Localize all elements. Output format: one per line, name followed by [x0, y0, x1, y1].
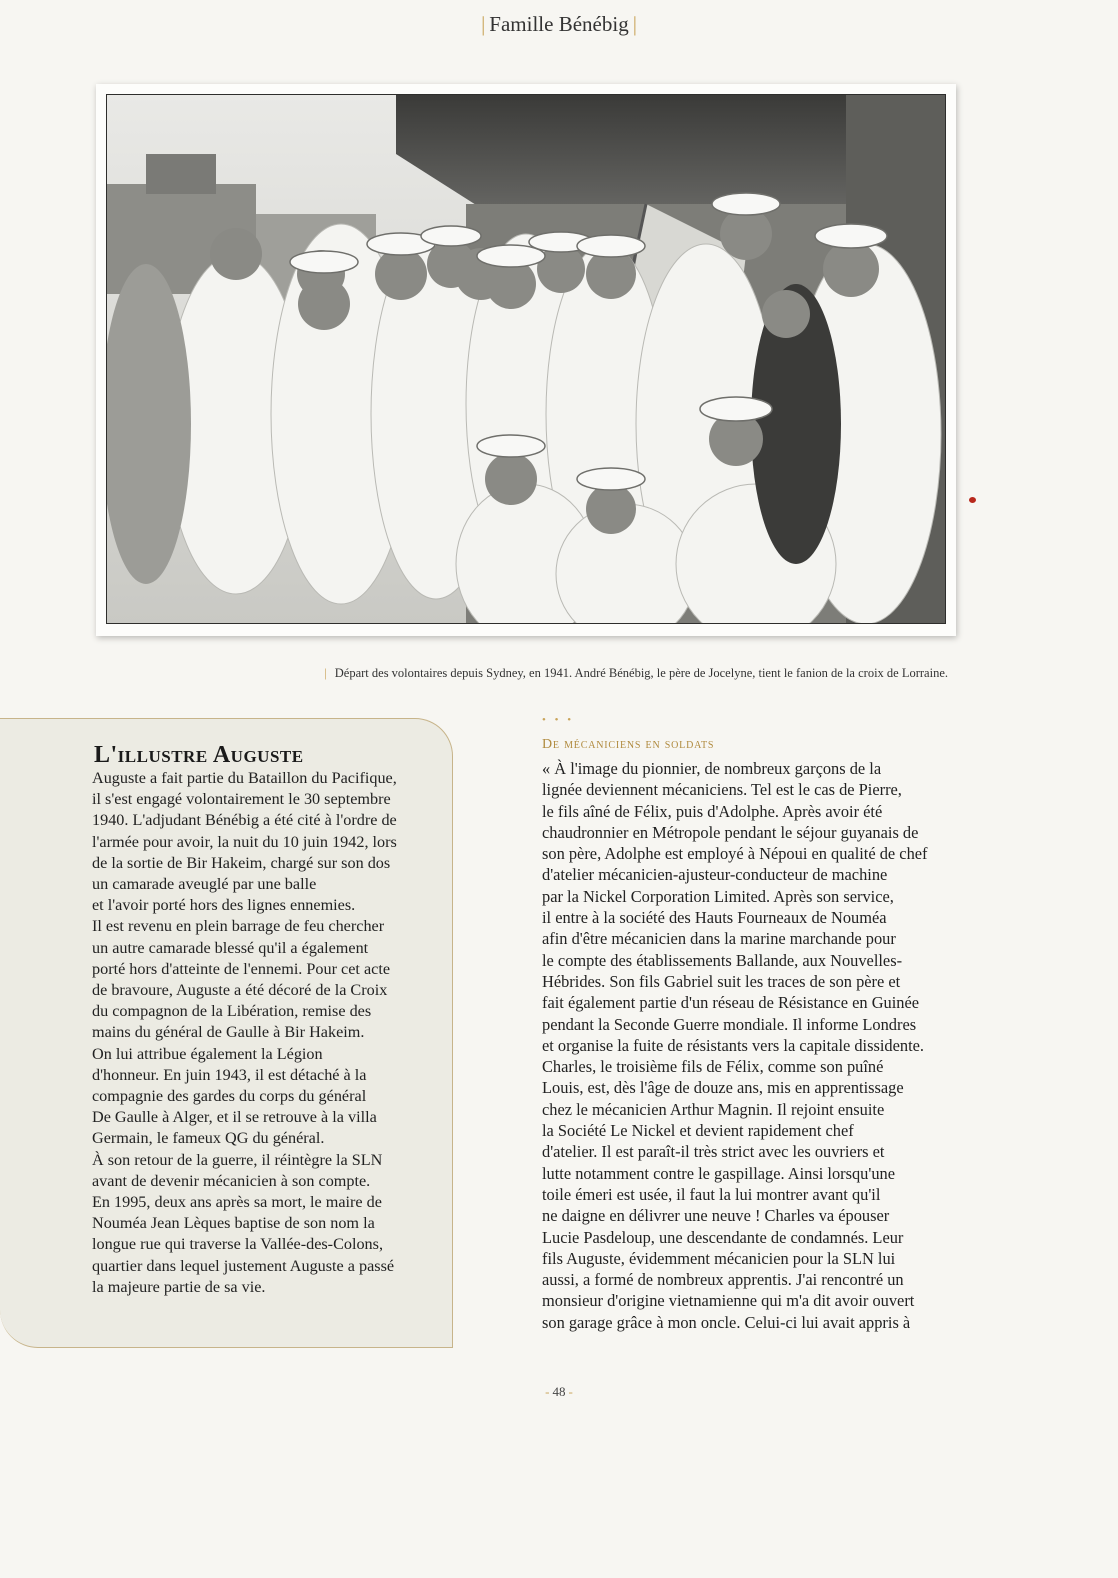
section-title: De mécaniciens en soldats: [542, 737, 715, 752]
header-rule-right: |: [632, 12, 637, 36]
caption-text: Départ des volontaires depuis Sydney, en 1941. André Bénébig, le père de Jocelyne, tient le fanion de la croix de Lorraine.: [334, 666, 948, 680]
section-ornament: • • •: [542, 714, 575, 726]
page-rule-left: -: [545, 1384, 550, 1399]
photo-caption: [0, 666, 948, 681]
photo-frame: [96, 84, 956, 636]
page-number: [0, 1384, 1118, 1400]
sidebar-body: Auguste a fait partie du Bataillon du Pacifique, il s'est engagé volontairement le 30 septembre 1940. L'adjudant Bénébig a été cité à l'ordre de l'armée pour avoir, la nuit du 10 juin 1942, lors de la sortie de Bir Hakeim, chargé sur son dos un camarade aveuglé par une balle et l'avoir porté hors des lignes ennemies. Il est revenu en plein barrage de feu chercher un autre camarade blessé qu'il a également porté hors d'atteinte de l'ennemi. Pour cet acte de bravoure, Auguste a été décoré de la Croix du compagnon de la Libération, remise des mains du général de Gaulle à Bir Hakeim. On lui attribue également la Légion d'honneur. En juin 1943, il est détaché à la compagnie des gardes du corps du général De Gaulle à Alger, et il se retrouve à la villa Germain, le fameux QG du général. À son retour de la guerre, il réintègre la SLN avant de devenir mécanicien à son compte. En 1995, deux ans après sa mort, le maire de Nouméa Jean Lèques baptise de son nom la longue rue qui traverse la Vallée-des-Colons, quartier dans lequel justement Auguste a passé la majeure partie de sa vie.: [92, 769, 397, 1296]
group-photograph: [106, 94, 946, 624]
running-title: Famille Bénébig: [489, 12, 629, 36]
running-header: [0, 12, 1118, 37]
caption-rule: |: [324, 666, 327, 680]
photo-illustration: [106, 94, 946, 624]
ink-mark: [969, 497, 976, 503]
main-body-text: « À l'image du pionnier, de nombreux garçons de la lignée deviennent mécaniciens. Tel est le cas de Pierre, le fils aîné de Félix, puis d'Adolphe. Après avoir été chaudronnier en Métropole pendant le séjour guyanais de son père, Adolphe est employé à Népoui en qualité de chef d'atelier mécanicien-ajusteur-conducteur de machine par la Nickel Corporation Limited. Après son service, il entre à la société des Hauts Fourneaux de Nouméa afin d'être mécanicien dans la marine marchande pour le compte des établissements Ballande, aux Nouvelles- Hébrides. Son fils Gabriel suit les traces de son père et fait également partie d'un réseau de Résistance en Guinée pendant la Seconde Guerre mondiale. Il informe Londres et organise la fuite de résistants vers la capitale dissidente. Charles, le troisième fils de Félix, comme son puîné Louis, est, dès l'âge de douze ans, mis en apprentissage chez le mécanicien Arthur Magnin. Il rejoint ensuite la Société Le Nickel et devient rapidement chef d'atelier. Il est paraît-il très strict avec les ouvriers et lutte notamment contre le gaspillage. Ainsi lorsqu'une toile émeri est usée, il faut la lui montrer avant qu'il ne daigne en délivrer une neuve ! Charles va épouser Lucie Pasdeloup, une descendante de condamnés. Leur fils Auguste, évidemment mécanicien pour la SLN lui aussi, a formé de nombreux apprentis. J'ai rencontré un monsieur d'origine vietnamienne qui m'a dit avoir ouvert son garage grâce à mon oncle. Celui-ci lui avait appris à: [542, 759, 928, 1332]
page-rule-right: -: [568, 1384, 573, 1399]
sidebar-title: L'illustre Auguste: [94, 742, 304, 768]
page-number-value: 48: [552, 1384, 566, 1399]
header-rule-left: |: [481, 12, 486, 36]
